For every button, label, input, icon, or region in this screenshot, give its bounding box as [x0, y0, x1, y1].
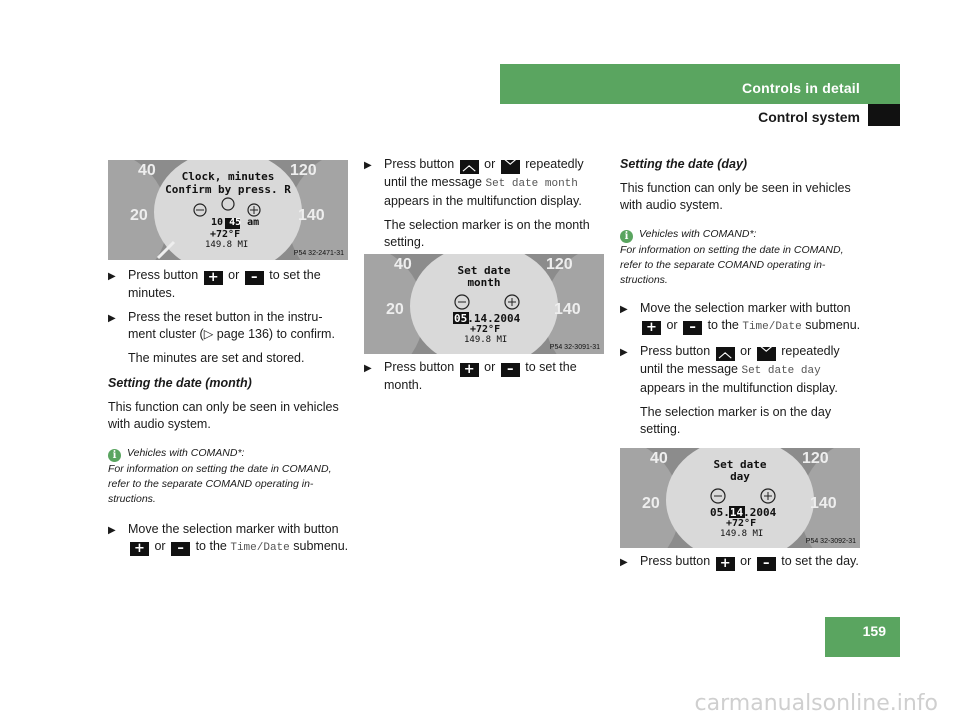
step-set-month: ▶ Press button + or – to set the month. — [364, 360, 577, 392]
header-bar — [500, 64, 900, 104]
cluster-display-month — [364, 254, 604, 354]
column-2-top — [364, 156, 606, 251]
desc-audio: This function can only be seen in vehicles with audio system. — [108, 400, 339, 431]
date-rest: .14.2004 — [467, 312, 521, 325]
arrow-icon: ▶ — [620, 304, 628, 315]
dial-40: 40 — [138, 162, 156, 179]
date-pre: 05. — [710, 506, 730, 519]
display-miles: 149.8 MI — [205, 240, 249, 250]
dial-20: 20 — [386, 301, 404, 318]
column-1 — [108, 267, 350, 557]
date-month-selected: 05 — [454, 312, 468, 325]
figure-ref: P54 32-3091-31 — [549, 344, 600, 351]
minus-button-icon: – — [683, 321, 702, 335]
watermark: carmanualsonline.info — [694, 691, 938, 716]
arrow-icon: ▶ — [108, 271, 116, 282]
minus-button-icon: – — [757, 557, 776, 571]
plus-button-icon: + — [204, 271, 223, 285]
header-marker — [868, 104, 900, 126]
result-minutes: The minutes are set and stored. — [128, 351, 305, 365]
figure-ref: P54 32-3092-31 — [805, 538, 856, 545]
arrow-icon: ▶ — [620, 557, 628, 568]
dial-120: 120 — [546, 256, 573, 273]
display-line-1: Set date — [713, 458, 767, 471]
display-temp: +72°F — [726, 518, 757, 529]
arrow-icon: ▶ — [108, 525, 116, 536]
dial-120: 120 — [802, 450, 829, 467]
step-press-repeat-day: ▶ Press button ︿ or ﹀ repeatedly until the message Set date day appears in the multifunction display. — [620, 344, 840, 395]
heading-set-date-month: Setting the date (month) — [108, 376, 252, 390]
display-line-2: Confirm by press. R — [165, 183, 291, 196]
arrow-icon: ▶ — [620, 347, 628, 358]
step-set-minutes: ▶ Press button + or – to set the minutes. — [108, 268, 321, 300]
dial-140: 140 — [298, 207, 325, 224]
step-set-day: ▶ Press button + or – to set the day. — [620, 554, 859, 571]
display-line-2: month — [467, 276, 501, 289]
cluster-display-clock — [108, 160, 348, 260]
plus-button-icon: + — [716, 557, 735, 571]
step-confirm: ▶ Press the reset button in the instru-ment cluster (▷ page 136) to confirm. — [108, 310, 335, 341]
result-day-marker: The selection marker is on the day setting. — [640, 405, 832, 436]
page-number: 159 — [862, 623, 886, 639]
date-post: .2004 — [743, 506, 777, 519]
time-ampm: am — [247, 217, 260, 228]
plus-button-icon: + — [130, 542, 149, 556]
minus-button-icon: – — [501, 363, 520, 377]
date-day-selected: 14 — [729, 506, 744, 519]
dial-40: 40 — [394, 256, 412, 273]
column-3-bottom — [620, 553, 862, 571]
display-time — [211, 217, 259, 228]
column-3-top — [620, 156, 862, 438]
column-2-bottom — [364, 359, 606, 394]
cluster-display-day — [620, 448, 860, 548]
plus-button-icon: + — [460, 363, 479, 377]
down-button-icon: ﹀ — [757, 347, 776, 361]
step-press-repeat-month: ▶ Press button ︿ or ﹀ repeatedly until the message Set date month appears in the multifunction display. — [364, 157, 584, 208]
heading-set-date-day: Setting the date (day) — [620, 157, 748, 171]
display-temp: +72°F — [470, 324, 501, 335]
info-note: i Vehicles with COMAND*: For information on setting the date in COMAND, refer to the separate COMAND operating in-structions. — [108, 447, 332, 505]
up-button-icon: ︿ — [460, 160, 479, 174]
arrow-icon: ▶ — [108, 313, 116, 324]
display-line-2: day — [730, 470, 750, 483]
arrow-icon: ▶ — [364, 160, 372, 171]
info-icon: i — [620, 230, 633, 243]
dial-40: 40 — [650, 450, 668, 467]
display-line-1: Set date — [457, 264, 511, 277]
figure-ref: P54 32-2471-31 — [293, 250, 344, 257]
result-month-marker: The selection marker is on the month setting. — [384, 218, 590, 249]
dial-140: 140 — [810, 495, 837, 512]
display-temp: +72°F — [210, 229, 241, 240]
down-button-icon: ﹀ — [501, 160, 520, 174]
time-hours: 10: — [211, 217, 230, 228]
dial-120: 120 — [290, 162, 317, 179]
arrow-icon: ▶ — [364, 363, 372, 374]
up-button-icon: ︿ — [716, 347, 735, 361]
section-title: Controls in detail — [742, 80, 860, 96]
display-line-1: Clock, minutes — [181, 170, 275, 183]
minus-button-icon: – — [171, 542, 190, 556]
plus-button-icon: + — [642, 321, 661, 335]
subsection-title: Control system — [758, 109, 860, 125]
display-miles: 149.8 MI — [720, 529, 764, 539]
dial-140: 140 — [554, 301, 581, 318]
dial-20: 20 — [130, 207, 148, 224]
dial-20: 20 — [642, 495, 660, 512]
time-minutes-selected: 45 — [229, 217, 242, 228]
info-note: i Vehicles with COMAND*: For information on setting the date in COMAND, refer to the separate COMAND operating in-structions. — [620, 228, 844, 286]
desc-audio: This function can only be seen in vehicles with audio system. — [620, 181, 851, 212]
step-move-marker: ▶ Move the selection marker with button + or – to the Time/Date submenu. — [108, 522, 349, 556]
info-icon: i — [108, 449, 121, 462]
display-miles: 149.8 MI — [464, 335, 508, 345]
minus-button-icon: – — [245, 271, 264, 285]
page-number-box — [825, 617, 900, 657]
step-move-marker: ▶ Move the selection marker with button + or – to the Time/Date submenu. — [620, 301, 861, 335]
